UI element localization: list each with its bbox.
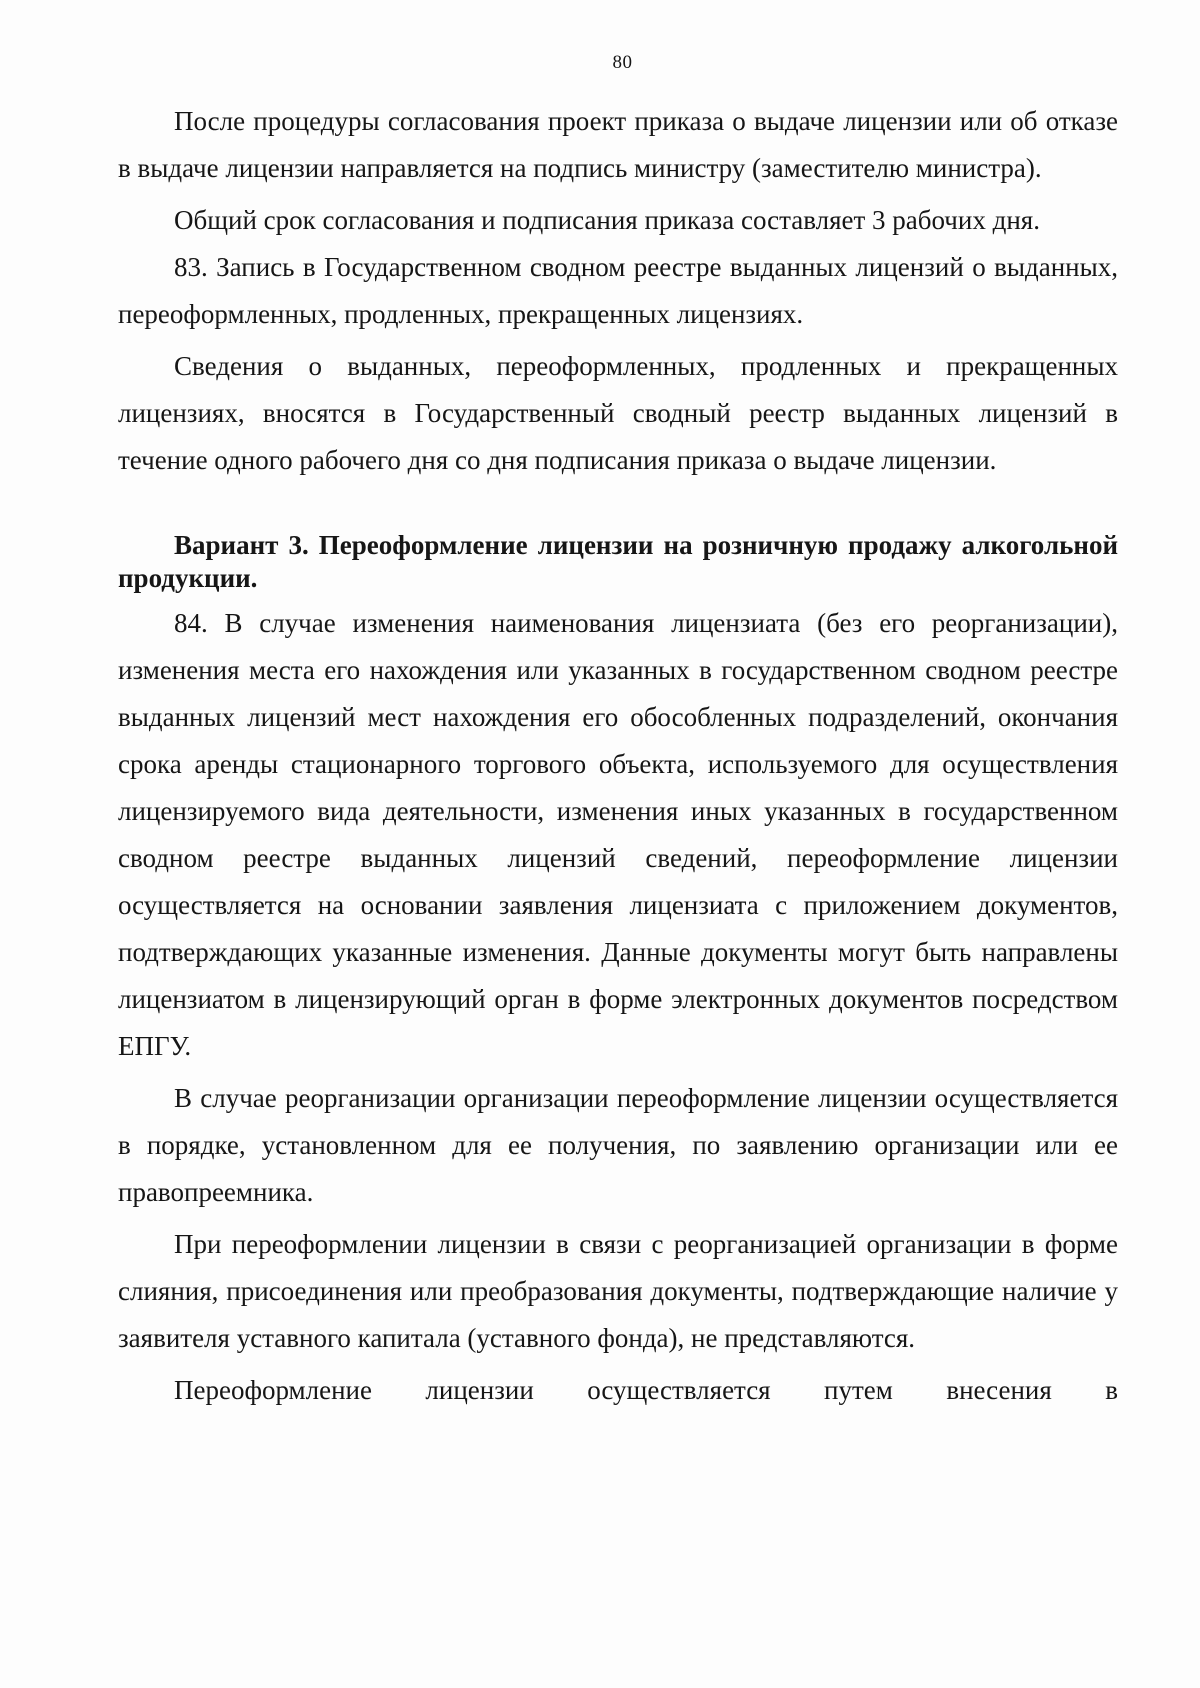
document-body	[118, 98, 1118, 1414]
page-number: 80	[612, 52, 633, 73]
paragraph-reorganization: В случае реорганизации организации переоформление лицензии осуществляется в порядке, установленном для ее получения, по заявлению организации или ее правопреемника.	[118, 1083, 1118, 1207]
paragraph-term: Общий срок согласования и подписания приказа составляет 3 рабочих дня.	[174, 205, 1040, 235]
paragraph-reissue-start: Переоформление лицензии осуществляется путем внесения в	[174, 1375, 1118, 1405]
section-heading: Вариант 3. Переоформление лицензии на розничную продажу алкогольной продукции.	[118, 530, 1118, 593]
paragraph-84: 84. В случае изменения наименования лицензиата (без его реорганизации), изменения места его нахождения или указанных в государственном сводном реестре выданных лицензий мест нахождения его обособленных подразделений, окончания срока аренды стационарного торгового объекта, используемого для осуществления лицензируемого вида деятельности, изменения иных указанных в государственном сводном реестре выданных лицензий сведений, переоформление лицензии осуществляется на основании заявления лицензиата с приложением документов, подтверждающих указанные изменения. Данные документы могут быть направлены лицензиатом в лицензирующий орган в форме электронных документов посредством ЕПГУ.	[118, 608, 1118, 1061]
paragraph-merger: При переоформлении лицензии в связи с реорганизацией организации в форме слияния, присоединения или преобразования документы, подтверждающие наличие у заявителя уставного капитала (уставного фонда), не представляются.	[118, 1229, 1118, 1353]
paragraph-83: 83. Запись в Государственном сводном реестре выданных лицензий о выданных, переоформленных, продленных, прекращенных лицензиях.	[118, 252, 1118, 329]
paragraph-approval: После процедуры согласования проект приказа о выдаче лицензии или об отказе в выдаче лицензии направляется на подпись министру (заместителю министра).	[118, 106, 1118, 183]
paragraph-registry-info: Сведения о выданных, переоформленных, продленных и прекращенных лицензиях, вносятся в Государственный сводный реестр выданных лицензий в течение одного рабочего дня со дня подписания приказа о выдаче лицензии.	[118, 351, 1118, 475]
